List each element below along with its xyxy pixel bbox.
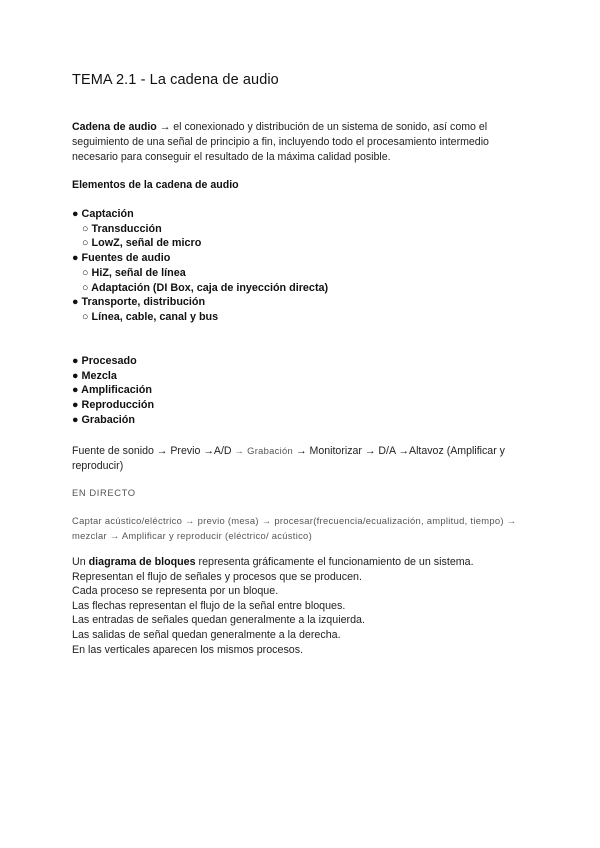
bullet-icon: ● <box>72 208 79 220</box>
bullet-icon: ● <box>72 384 79 397</box>
intro-text: el conexionado y distribución de un sistema de sonido, así como el seguimiento de una señal de principio a fin, incluyendo todo el procesamiento intermedio necesario para conseguir el resultado de la máxima calidad posible. <box>72 121 489 163</box>
bullet-icon: ● <box>72 399 79 412</box>
bullet-icon: ● <box>72 252 79 265</box>
intro-arrow: → <box>159 121 171 133</box>
intro-term: Cadena de audio <box>72 121 157 133</box>
text-line: Las salidas de señal quedan generalmente a la derecha. <box>72 628 341 641</box>
text-line: Cada proceso se representa por un bloque. <box>72 585 279 598</box>
list-item: ○ LowZ, señal de micro <box>82 237 202 250</box>
list-item: ● Amplificación <box>72 384 152 397</box>
live-signal-flow: Captar acústico/eléctrico → previo (mesa) → procesar(frecuencia/ecualización, amplitud, tiempo) → mezclar → Amplificar y reproducir (eléctrico/ acústico) <box>72 515 517 541</box>
page-title: TEMA 2.1 - La cadena de audio <box>72 72 279 88</box>
live-heading: EN DIRECTO <box>72 487 136 498</box>
block-diagram-paragraph <box>72 555 542 657</box>
text-line: Representan el flujo de señales y procesos que se producen. <box>72 570 362 583</box>
bullet-icon: ● <box>72 355 79 367</box>
list-item: ○ Línea, cable, canal y bus <box>82 310 219 323</box>
text-line: Un diagrama de bloques representa gráficamente el funcionamiento de un sistema. <box>72 556 474 568</box>
circle-bullet-icon: ○ <box>82 237 89 250</box>
circle-bullet-icon: ○ <box>82 222 89 235</box>
bullet-icon: ● <box>72 296 79 309</box>
circle-bullet-icon: ○ <box>82 266 89 279</box>
text-line: Las flechas representan el flujo de la señal entre bloques. <box>72 599 346 612</box>
list-item: ○ Adaptación (DI Box, caja de inyección directa) <box>82 281 329 294</box>
chain-elements-list <box>72 207 328 325</box>
circle-bullet-icon: ○ <box>82 310 89 323</box>
list-item: ● Reproducción <box>72 399 155 412</box>
intro-paragraph <box>72 120 532 165</box>
list-item: ○ Transducción <box>82 222 162 235</box>
list-item: ● Transporte, distribución <box>72 296 206 309</box>
elements-heading: Elementos de la cadena de audio <box>72 179 239 191</box>
list-item: ● Grabación <box>72 413 135 426</box>
signal-flow-line: Fuente de sonido → Previo →A/D → Grabación → Monitorizar → D/A →Altavoz (Amplificar y reproducir) <box>72 445 505 472</box>
list-item: ● Procesado <box>72 355 137 367</box>
list-item: ● Mezcla <box>72 369 117 382</box>
list-item: ○ HiZ, señal de línea <box>82 266 186 279</box>
chain-stages-list <box>72 354 154 428</box>
text-line: Las entradas de señales quedan generalmente a la izquierda. <box>72 614 365 627</box>
bullet-icon: ● <box>72 413 79 426</box>
list-item: ● Fuentes de audio <box>72 252 171 265</box>
list-item: ● Captación <box>72 208 134 220</box>
circle-bullet-icon: ○ <box>82 281 89 294</box>
bullet-icon: ● <box>72 369 79 382</box>
diagram-term: diagrama de bloques <box>88 556 196 568</box>
text-line: En las verticales aparecen los mismos procesos. <box>72 643 304 656</box>
